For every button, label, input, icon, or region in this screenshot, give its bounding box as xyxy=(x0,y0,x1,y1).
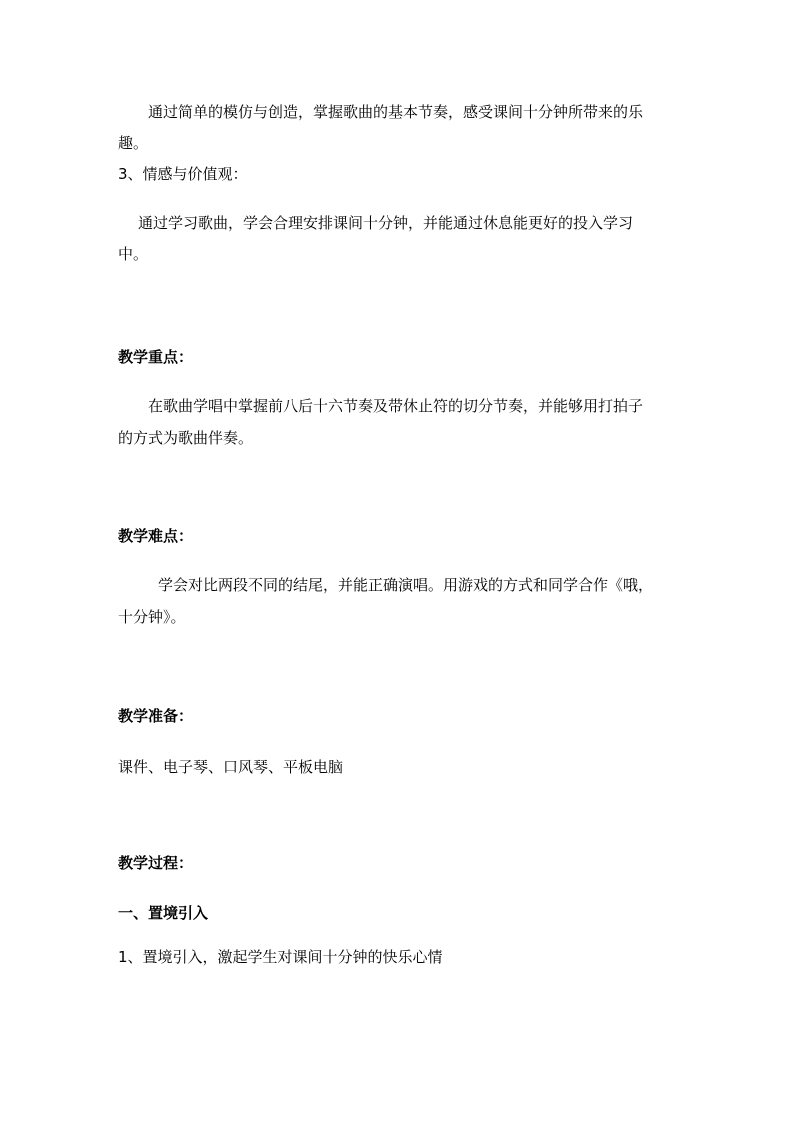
skill-goal-line-2: 趣。 xyxy=(118,134,149,152)
key-points-line-2: 的方式为歌曲伴奏。 xyxy=(118,429,254,447)
process-section-1-title: 一、置境引入 xyxy=(118,904,209,922)
key-points-line-1: 在歌曲学唱中掌握前八后十六节奏及带休止符的切分节奏，并能够用打拍子 xyxy=(148,397,644,415)
emotion-values-heading: 3、情感与价值观： xyxy=(118,165,248,183)
difficulties-heading: 教学难点： xyxy=(118,527,194,545)
difficulties-line-1: 学会对比两段不同的结尾，并能正确演唱。用游戏的方式和同学合作《哦， xyxy=(158,576,654,594)
emotion-goal-line-2: 中。 xyxy=(118,245,149,263)
difficulties-line-2: 十分钟》。 xyxy=(118,608,186,626)
process-heading: 教学过程： xyxy=(118,854,194,872)
process-step-1: 1、置境引入，激起学生对课间十分钟的快乐心情 xyxy=(118,948,443,966)
skill-goal-line-1: 通过简单的模仿与创造，掌握歌曲的基本节奏，感受课间十分钟所带来的乐 xyxy=(148,103,644,121)
preparation-items: 课件、电子琴、口风琴、平板电脑 xyxy=(118,758,344,776)
emotion-goal-line-1: 通过学习歌曲，学会合理安排课间十分钟，并能通过休息能更好的投入学习 xyxy=(138,214,634,232)
key-points-heading: 教学重点： xyxy=(118,348,194,366)
preparation-heading: 教学准备： xyxy=(118,707,194,725)
